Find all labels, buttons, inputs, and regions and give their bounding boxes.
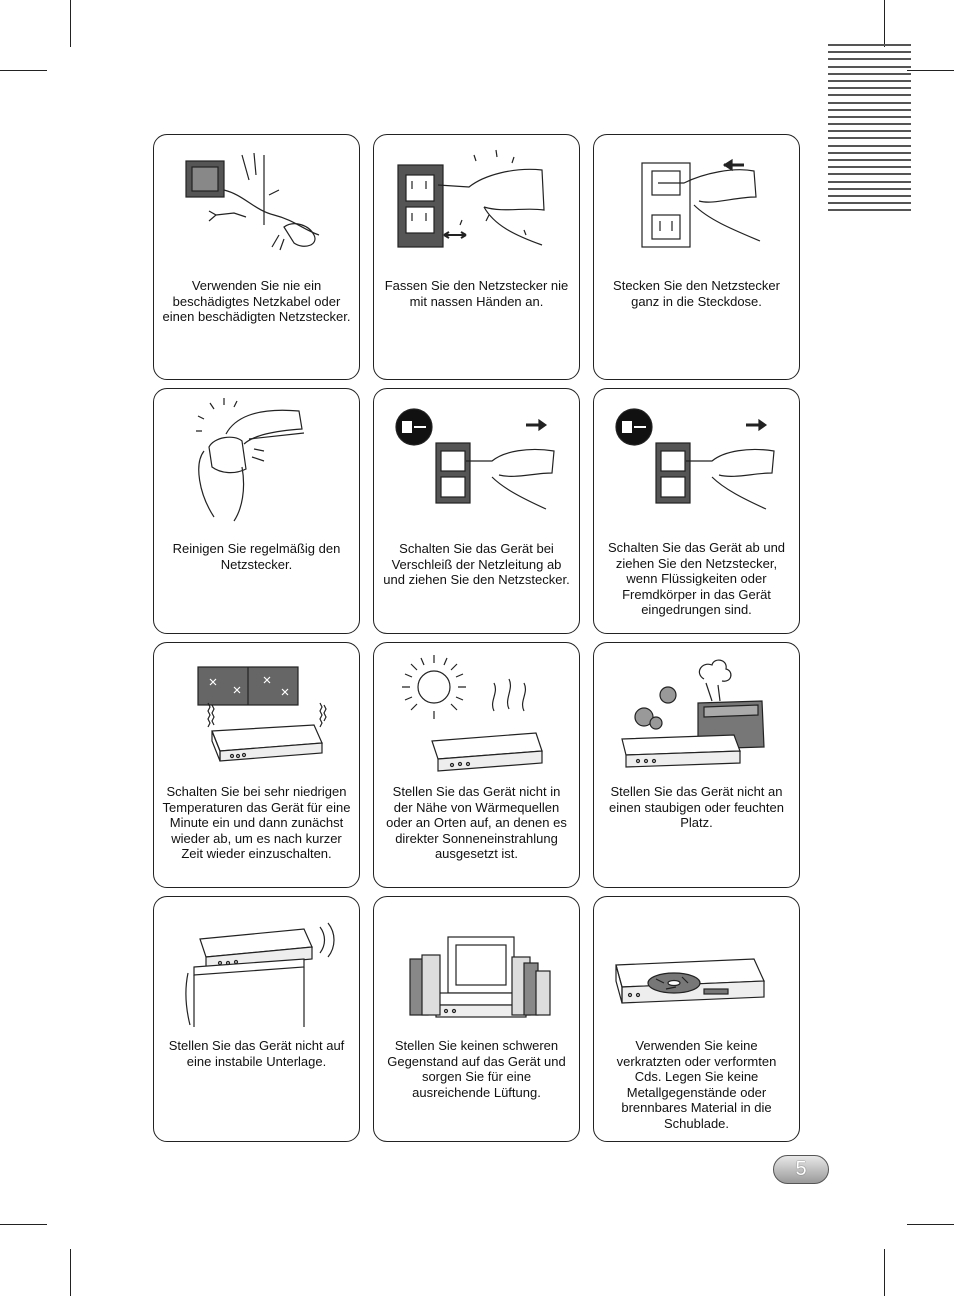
wet-hands-illustration [374,135,581,270]
warning-text: Stellen Sie keinen schweren Gegenstand auf das Gerät und sorgen Sie für eine ausreichende Lüftung. [387,1038,566,1100]
plug-fully-illustration [594,135,801,270]
crop-mark [70,1249,71,1296]
warning-card-unstable-surface [153,896,360,1142]
warning-card-damaged-cable [153,134,360,380]
warning-text: Schalten Sie das Gerät ab und ziehen Sie den Netzstecker, wenn Flüssigkeiten oder Fremdkörper in das Gerät eingedrungen sind. [607,540,786,618]
scratched-cds-illustration [594,897,801,1032]
warning-card-scratched-cds [593,896,800,1142]
warning-card-clean-plug [153,388,360,634]
warning-text: Verwenden Sie keine verkratzten oder verformten Cds. Legen Sie keine Metallgegenstände oder brennbares Material in die Schublade. [616,1038,777,1131]
damaged-cable-illustration [154,135,361,270]
low-temp-illustration [154,643,361,778]
warning-card-low-temp [153,642,360,888]
warning-card-plug-fully [593,134,800,380]
crop-mark [907,70,954,71]
warning-card-liquids [593,388,800,634]
crop-mark [884,1249,885,1296]
warning-text: Schalten Sie das Gerät bei Verschleiß der Netzleitung ab und ziehen Sie den Netzstecker. [383,541,570,588]
section-marker-stripes [828,44,911,210]
warning-text: Fassen Sie den Netzstecker nie mit nassen Händen an. [384,278,569,309]
warning-text: Stellen Sie das Gerät nicht in der Nähe von Wärmequellen oder an Orten auf, an denen es direkter Sonneneinstrahlung ausgesetzt ist. [386,784,567,862]
heat-sources-illustration [374,643,581,778]
page-number-badge: 5 [773,1155,829,1184]
crop-mark [884,0,885,47]
crop-mark [70,0,71,47]
warning-card-heat-sources [373,642,580,888]
dusty-humid-illustration [594,643,801,778]
crop-mark [0,1224,47,1225]
warning-text: Stellen Sie das Gerät nicht an einen staubigen oder feuchten Platz. [609,784,784,831]
warning-card-wet-hands [373,134,580,380]
warning-text: Schalten Sie bei sehr niedrigen Temperaturen das Gerät für eine Minute ein und dann zunächst wieder ab, um es nach kurzer Zeit wieder einzuschalten. [162,784,351,862]
warning-card-heavy-objects [373,896,580,1142]
warning-text: Reinigen Sie regelmäßig den Netzstecker. [172,541,341,572]
warning-card-worn-cable [373,388,580,634]
warning-text: Stecken Sie den Netzstecker ganz in die Steckdose. [613,278,780,309]
liquids-illustration [594,389,801,524]
clean-plug-illustration [154,389,361,524]
warning-text: Stellen Sie das Gerät nicht auf eine instabile Unterlage. [168,1038,345,1069]
crop-mark [0,70,47,71]
heavy-objects-illustration [374,897,581,1032]
crop-mark [907,1224,954,1225]
worn-cable-illustration [374,389,581,524]
warning-card-dusty-humid [593,642,800,888]
warning-text: Verwenden Sie nie ein beschädigtes Netzkabel oder einen beschädigten Netzstecker. [162,278,351,325]
unstable-surface-illustration [154,897,361,1032]
